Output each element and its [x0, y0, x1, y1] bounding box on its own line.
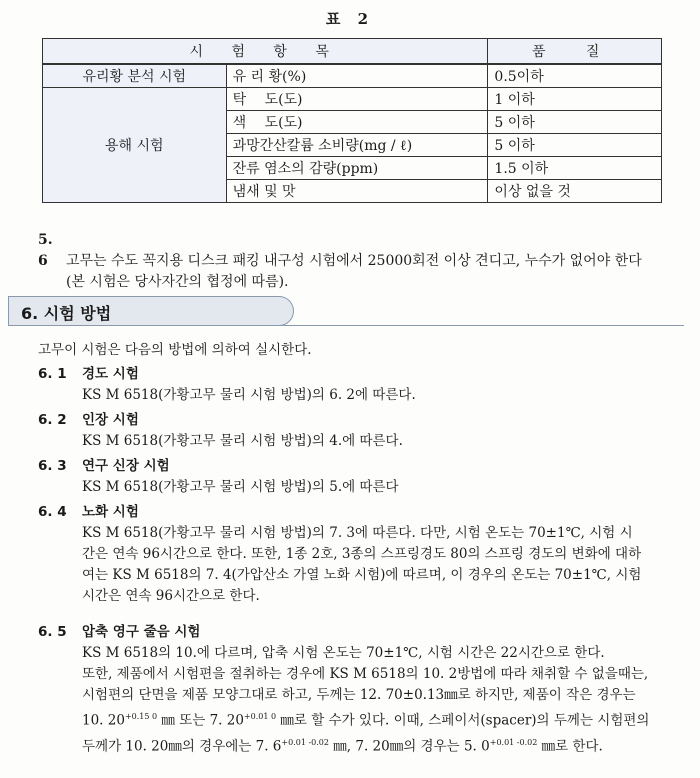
- text-run: ㎜로 한다.: [541, 738, 603, 754]
- tolerance: +0.01 -0.02: [281, 737, 329, 747]
- item-cell: 유 리 황(%): [226, 64, 488, 88]
- clause-5-6: [38, 230, 642, 293]
- intro-text: 고무이 시험은 다음의 방법에 의하여 실시한다.: [38, 342, 312, 358]
- subsection-number: 6. 4: [38, 504, 67, 520]
- subsection-title: 경도 시험: [82, 366, 139, 382]
- item-cell: 색 도(도): [226, 111, 488, 134]
- subsection-6-4: [38, 502, 693, 607]
- quality-cell: 이상 없을 것: [488, 180, 662, 203]
- subsection-number: 6. 5: [38, 624, 67, 640]
- subsection-text: 간은 연속 96시간으로 한다. 또한, 1종 2호, 3종의 스프링경도 80의 스프링 경도의 변화에 대하: [82, 546, 642, 562]
- quality-cell: 1 이하: [488, 88, 662, 111]
- section-intro: [38, 340, 693, 361]
- subsection-title: 연구 신장 시험: [82, 458, 170, 474]
- subsection-text: [38, 706, 693, 732]
- quality-cell: 0.5이하: [488, 64, 662, 88]
- section-heading: 6. 시험 방법: [21, 304, 112, 323]
- subsection-text: 여는 KS M 6518의 7. 4(가압산소 가열 노화 시험)에 따르며, 이 경우의 온도는 70±1℃, 시험: [82, 567, 642, 583]
- subsection-title: 인장 시험: [82, 412, 139, 428]
- item-cell: 과망간산칼륨 소비량(mg / ℓ): [226, 134, 488, 157]
- subsection-text: 시간은 연속 96시간으로 한다.: [82, 588, 260, 604]
- subsection-text: 또한, 제품에서 시험편을 절취하는 경우에 KS M 6518의 10. 2방법에 따라 채취할 수 없을때는,: [82, 666, 649, 682]
- text-run: ㎜, 7. 20㎜의 경우는 5. 0: [333, 738, 490, 754]
- subsection-number: 6. 3: [38, 458, 67, 474]
- subsection-6-3: [38, 456, 693, 498]
- subsection-text: 시험편의 단면을 제품 모양그대로 하고, 두께는 12. 70±0.13㎜로 하지만, 제품이 작은 경우는: [82, 687, 636, 703]
- text-run: 10. 20: [82, 712, 125, 729]
- clause-number: 5. 6: [38, 232, 53, 269]
- subsection-text: KS M 6518(가황고무 물리 시험 방법)의 7. 3에 따른다. 다만, 시험 온도는 70±1℃, 시험 시: [82, 525, 633, 541]
- header-quality: 품 질: [488, 39, 662, 65]
- table-row: [43, 64, 662, 88]
- table-title: 표 2: [325, 10, 375, 28]
- subsection-title: 압축 영구 줄음 시험: [82, 624, 201, 640]
- section-divider: [8, 325, 684, 326]
- clause-note: (본 시험은 당사자간의 협정에 따름).: [66, 274, 289, 290]
- quality-cell: 5 이하: [488, 111, 662, 134]
- subsection-6-2: [38, 410, 693, 452]
- item-cell: 냄새 및 맛: [226, 180, 488, 203]
- text-run: ㎜ 또는 7. 20: [161, 712, 244, 729]
- subsection-number: 6. 2: [38, 412, 67, 428]
- subsection-title: 노화 시험: [82, 504, 139, 520]
- text-run: 두께가 10. 20㎜의 경우에는 7. 6: [82, 738, 282, 754]
- subsection-number: 6. 1: [38, 366, 67, 382]
- subsection-6-1: [38, 364, 693, 406]
- item-cell: 잔류 염소의 감량(ppm): [226, 157, 488, 180]
- quality-cell: 1.5 이하: [488, 157, 662, 180]
- subsection-6-5: [38, 622, 693, 757]
- subsection-text: KS M 6518(가황고무 물리 시험 방법)의 6. 2에 따른다.: [82, 387, 416, 403]
- subsection-text: KS M 6518(가황고무 물리 시험 방법)의 4.에 따른다.: [82, 433, 403, 449]
- table-header-row: [43, 39, 662, 65]
- clause-text: 고무는 수도 꼭지용 디스크 패킹 내구성 시험에서 25000회전 이상 견디고, 누수가 없어야 한다: [66, 253, 642, 269]
- spec-table: [42, 38, 662, 203]
- group-cell: 용해 시험: [43, 88, 227, 203]
- subsection-text: [38, 732, 693, 758]
- quality-cell: 5 이하: [488, 134, 662, 157]
- tolerance: +0.01 -0.02: [489, 737, 538, 747]
- tolerance: +0.01 0: [243, 712, 277, 721]
- subsection-text: KS M 6518(가황고무 물리 시험 방법)의 5.에 따른다: [82, 479, 399, 495]
- subsection-text: KS M 6518의 10.에 다르며, 압축 시험 온도는 70±1℃, 시험 시간은 22시간으로 한다.: [82, 645, 605, 661]
- header-item: 시 험 항 목: [43, 39, 488, 65]
- tolerance: +0.15 0: [124, 712, 158, 721]
- table-row: [43, 88, 662, 111]
- section-heading-bar: [8, 296, 294, 326]
- group-cell: 유리황 분석 시험: [43, 64, 227, 88]
- text-run: ㎜로 할 수가 있다. 이때, 스페이서(spacer)의 두께는 시험편의: [280, 712, 650, 729]
- item-cell: 탁 도(도): [226, 88, 488, 111]
